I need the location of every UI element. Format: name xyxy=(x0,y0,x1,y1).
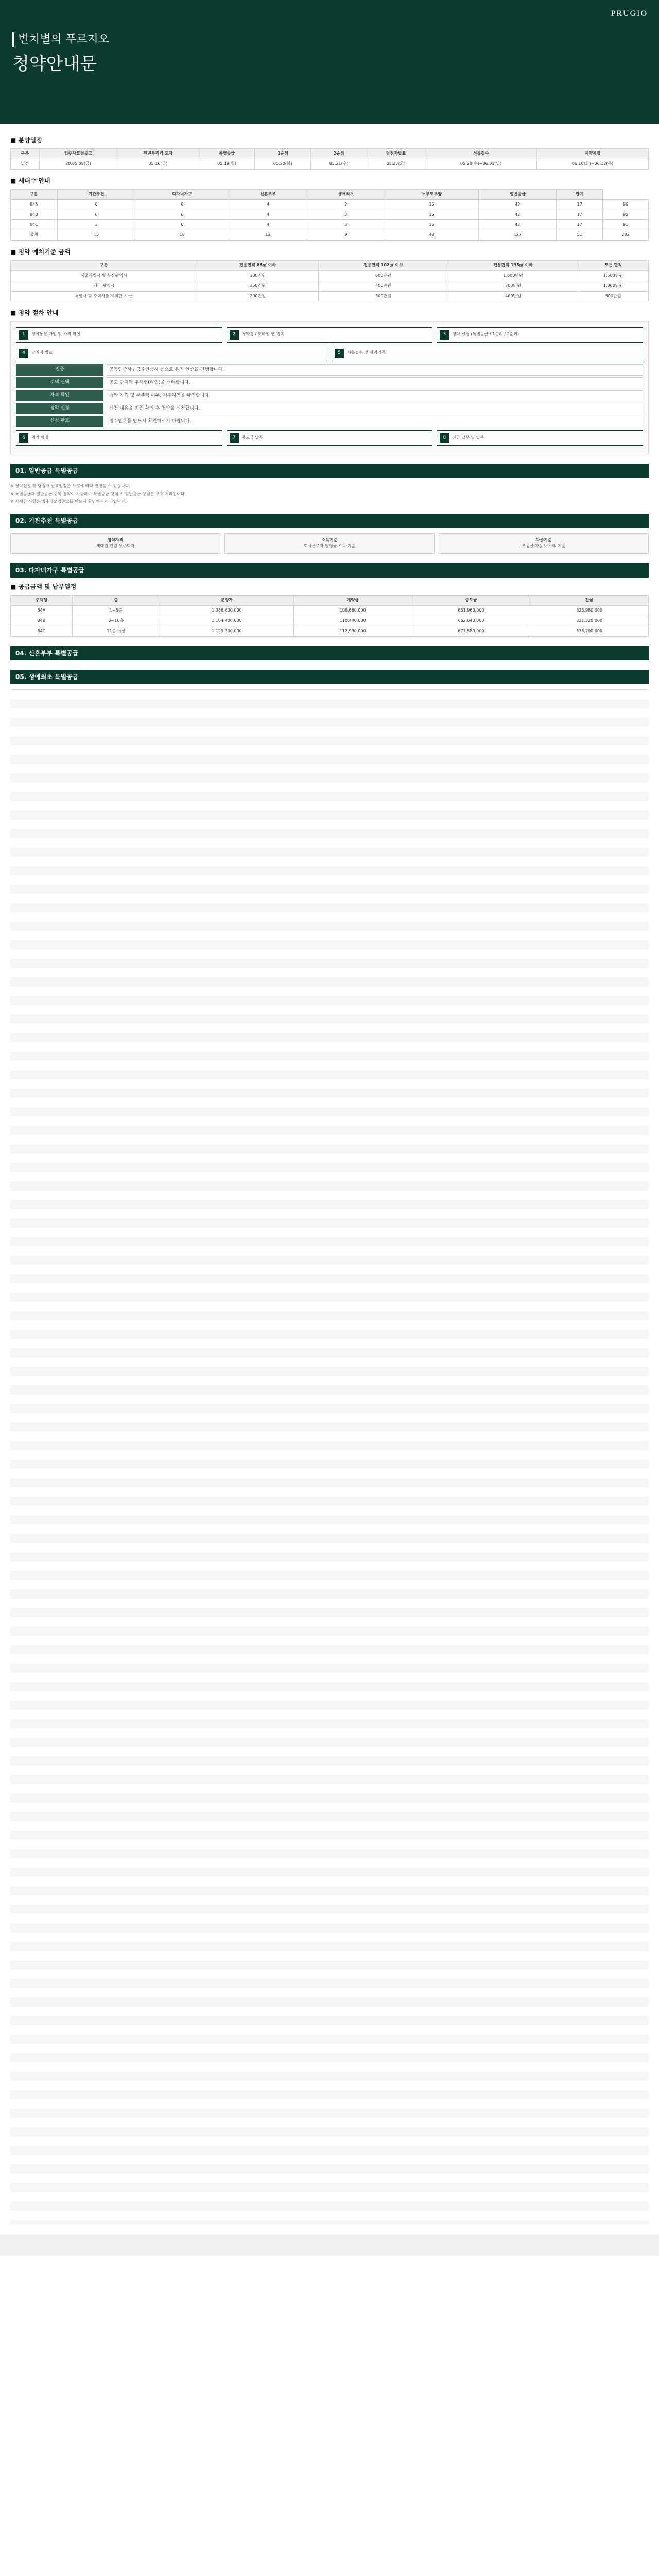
table-cell: 6 xyxy=(135,220,229,230)
flow-step: 7 중도금 납부 xyxy=(227,430,433,446)
table-row xyxy=(11,606,649,616)
table-cell: 05.19(월) xyxy=(199,159,255,169)
table-cell: 20.05.09(금) xyxy=(39,159,117,169)
table-cell: 1,000만원 xyxy=(578,281,649,291)
table-cell: 05.21(수) xyxy=(311,159,367,169)
table-cell: 700만원 xyxy=(448,281,578,291)
table-cell: 84B xyxy=(11,210,58,220)
flow-step: 4 당첨자 발표 xyxy=(16,346,327,361)
table-cell: 42 xyxy=(479,210,557,220)
table-header: 중도금 xyxy=(412,596,530,606)
table-cell: 325,980,000 xyxy=(530,606,649,616)
table-cell: 05.16(금) xyxy=(117,159,199,169)
table-header: 1순위 xyxy=(255,149,311,159)
table-cell: 331,320,000 xyxy=(530,616,649,626)
section-title: ■ 청약 절차 안내 xyxy=(10,309,59,317)
flow-step: 5 서류접수 및 자격검증 xyxy=(332,346,643,361)
table-cell: 05.20(화) xyxy=(255,159,311,169)
section-band: 03. 다자녀가구 특별공급 xyxy=(10,563,649,578)
table-cell: 합계 xyxy=(11,230,58,241)
footer xyxy=(0,2235,659,2256)
table-cell: 17 xyxy=(557,220,603,230)
table-header: 층 xyxy=(72,596,160,606)
table-header: 서류접수 xyxy=(425,149,537,159)
info-card: 소득기준 도시근로자 월평균 소득 기준 xyxy=(224,533,435,554)
table-cell: 84A xyxy=(11,606,73,616)
table-cell: 12 xyxy=(229,230,307,241)
table-cell: 282 xyxy=(603,230,649,241)
table-row xyxy=(11,616,649,626)
units-section xyxy=(10,177,649,241)
table-cell: 4 xyxy=(229,199,307,210)
table-cell: 16 xyxy=(385,199,478,210)
table-header: 2순위 xyxy=(311,149,367,159)
table-cell: 16 xyxy=(385,210,478,220)
table-header: 전용면적 85㎡ 이하 xyxy=(197,261,318,271)
table-header: 당첨자발표 xyxy=(367,149,425,159)
table-header: 생애최초 xyxy=(307,189,385,199)
table-cell: 91 xyxy=(603,220,649,230)
price-table xyxy=(10,595,649,636)
table-header: 합계 xyxy=(557,189,603,199)
table-cell: 48 xyxy=(385,230,478,241)
table-cell: 400만원 xyxy=(318,281,448,291)
flow-step: 6 계약 체결 xyxy=(16,430,222,446)
schedule-table xyxy=(10,148,649,170)
table-cell: 662,640,000 xyxy=(412,616,530,626)
table-header: 기관추천 xyxy=(57,189,135,199)
table-cell: 9 xyxy=(307,230,385,241)
table-cell: 6 xyxy=(57,199,135,210)
table-cell: 127 xyxy=(479,230,557,241)
table-cell: 300만원 xyxy=(318,291,448,301)
table-row xyxy=(11,291,649,301)
flow-step: 8 잔금 납부 및 입주 xyxy=(437,430,643,446)
table-header: 입주자모집공고 xyxy=(39,149,117,159)
table-cell: 108,660,000 xyxy=(293,606,412,616)
table-cell: 3 xyxy=(307,220,385,230)
section-band: 04. 신혼부부 특별공급 xyxy=(10,646,649,660)
table-cell: 6~10층 xyxy=(72,616,160,626)
table-cell: 3 xyxy=(307,199,385,210)
main-content xyxy=(0,124,659,2235)
section-band: 02. 기관추천 특별공급 xyxy=(10,514,649,528)
table-row xyxy=(11,230,649,241)
table-cell: 84B xyxy=(11,616,73,626)
table-cell: 4 xyxy=(229,220,307,230)
table-cell: 200만원 xyxy=(197,291,318,301)
table-cell: 1,086,600,000 xyxy=(160,606,293,616)
table-cell: 15 xyxy=(57,230,135,241)
table-header: 노부모부양 xyxy=(385,189,478,199)
table-header: 전번부적격 도자 xyxy=(117,149,199,159)
table-cell: 300만원 xyxy=(197,270,318,281)
table-cell: 42 xyxy=(479,220,557,230)
table-cell: 1~5층 xyxy=(72,606,160,616)
table-cell: 17 xyxy=(557,210,603,220)
table-header: 계약금 xyxy=(293,596,412,606)
table-cell: 1,000만원 xyxy=(448,270,578,281)
table-row xyxy=(11,281,649,291)
table-cell: 95 xyxy=(603,210,649,220)
table-cell: 110,440,000 xyxy=(293,616,412,626)
table-cell: 400만원 xyxy=(448,291,578,301)
table-cell: 11층 이상 xyxy=(72,626,160,636)
info-card: 자산기준 부동산·자동차 가액 기준 xyxy=(439,533,649,554)
price-section xyxy=(10,583,649,636)
table-cell: 17 xyxy=(557,199,603,210)
document-body xyxy=(10,689,649,2225)
table-header: 구분 xyxy=(11,189,58,199)
table-cell: 51 xyxy=(557,230,603,241)
section-band: 05. 생애최초 특별공급 xyxy=(10,670,649,684)
table-header: 모든 면적 xyxy=(578,261,649,271)
table-header: 잔금 xyxy=(530,596,649,606)
table-header: 분양가 xyxy=(160,596,293,606)
header xyxy=(0,0,659,124)
table-cell: 84A xyxy=(11,199,58,210)
note: ※ 청약신청 및 당첨자 발표일정은 사정에 따라 변경될 수 있습니다. xyxy=(10,484,131,489)
table-cell: 05.28(수)~06.01(일) xyxy=(425,159,537,169)
table-cell: 112,930,000 xyxy=(293,626,412,636)
table-header: 주택형 xyxy=(11,596,73,606)
table-cell: 일정 xyxy=(11,159,40,169)
table-cell: 16 xyxy=(385,220,478,230)
schedule-section xyxy=(10,136,649,170)
table-cell: 6 xyxy=(135,199,229,210)
breadcrumb-label: 변치별의 푸르지오 xyxy=(18,33,110,46)
table-cell: 1,104,400,000 xyxy=(160,616,293,626)
table-cell: 250만원 xyxy=(197,281,318,291)
table-header: 구분 xyxy=(11,149,40,159)
table-cell: 338,790,000 xyxy=(530,626,649,636)
section-title: ■ 분양일정 xyxy=(10,137,42,144)
table-header: 전용면적 102㎡ 이하 xyxy=(318,261,448,271)
table-row xyxy=(11,199,649,210)
table-header: 계약체결 xyxy=(537,149,649,159)
section-title: ■ 청약 예치기준 금액 xyxy=(10,248,71,256)
table-header: 구분 xyxy=(11,261,197,271)
section-title: ■ 세대수 안내 xyxy=(10,177,50,184)
brand-logo: PRUGIO xyxy=(611,9,648,18)
table-cell: 1,500만원 xyxy=(578,270,649,281)
procedure-section xyxy=(10,309,649,454)
table-cell: 1,129,300,000 xyxy=(160,626,293,636)
table-cell: 84C xyxy=(11,220,58,230)
breadcrumb xyxy=(12,32,109,47)
table-header: 특별공급 xyxy=(199,149,255,159)
section-title: ■ 공급금액 및 납부일정 xyxy=(10,583,77,591)
table-cell: 6 xyxy=(135,210,229,220)
table-cell: 18 xyxy=(135,230,229,241)
table-cell: 96 xyxy=(603,199,649,210)
table-cell: 6 xyxy=(57,210,135,220)
table-cell: 3 xyxy=(57,220,135,230)
section-band: 01. 일반공급 특별공급 xyxy=(10,464,649,478)
table-cell: 서울특별시 및 부산광역시 xyxy=(11,270,197,281)
table-cell: 06.10(화)~06.12(목) xyxy=(537,159,649,169)
table-cell: 651,960,000 xyxy=(412,606,530,616)
flow-step: 2 청약홈 / 모바일 앱 접속 xyxy=(227,327,433,343)
flow-step: 1 청약통장 가입 및 자격 확인 xyxy=(16,327,222,343)
table-cell: 4 xyxy=(229,210,307,220)
note: ※ 특별공급과 일반공급 중복 청약이 가능하나 특별공급 당첨 시 일반공급 당첨은 무효 처리됩니다. xyxy=(10,492,186,496)
note: ※ 자세한 사항은 입주자모집공고를 반드시 확인하시기 바랍니다. xyxy=(10,499,127,504)
table-header: 일반공급 xyxy=(479,189,557,199)
flow-step: 3 청약 신청 (특별공급 / 1순위 / 2순위) xyxy=(437,327,643,343)
table-cell: 600만원 xyxy=(318,270,448,281)
table-cell: 84C xyxy=(11,626,73,636)
table-header: 신혼부부 xyxy=(229,189,307,199)
units-table xyxy=(10,189,649,241)
procedure-flow: 1 청약통장 가입 및 자격 확인 2 청약홈 / 모바일 앱 접속 3 청약 신청 (특별공급 / 1순위 / 2순위) 4 당첨자 발표 5 서류접수 및 자격검증 인증 공동인증서 / 금융인증서 등으로 본인 인증을 진행합니다. 주택 선택 공고 단지와 주택형(타입)을 선택합니다. 자격 확인 청약 자격 및 무주택 여부, 거주지역을 확인합니다. 청약 신청 신청 내용을 최종 확인 후 청약을 신청합니다. 신청 완료 접수번호를 반드시 확인하시기 바랍니다. 6 계약 체결 7 중도금 납부 8 잔금 납부 및 입주 xyxy=(10,321,649,455)
table-row xyxy=(11,220,649,230)
info-card: 청약자격 세대원 전원 무주택자 xyxy=(10,533,220,554)
table-cell: 3 xyxy=(307,210,385,220)
deposit-section xyxy=(10,248,649,301)
table-row xyxy=(11,210,649,220)
table-cell: 기타 광역시 xyxy=(11,281,197,291)
table-row xyxy=(11,159,649,169)
deposit-table xyxy=(10,260,649,301)
table-cell: 43 xyxy=(479,199,557,210)
page-title: 청약안내문 xyxy=(12,54,97,74)
table-header: 다자녀가구 xyxy=(135,189,229,199)
table-cell: 500만원 xyxy=(578,291,649,301)
table-cell: 677,580,000 xyxy=(412,626,530,636)
table-cell: 특별시 및 광역시를 제외한 시·군 xyxy=(11,291,197,301)
table-row xyxy=(11,626,649,636)
table-row xyxy=(11,270,649,281)
table-header: 전용면적 135㎡ 이하 xyxy=(448,261,578,271)
table-cell: 05.27(화) xyxy=(367,159,425,169)
